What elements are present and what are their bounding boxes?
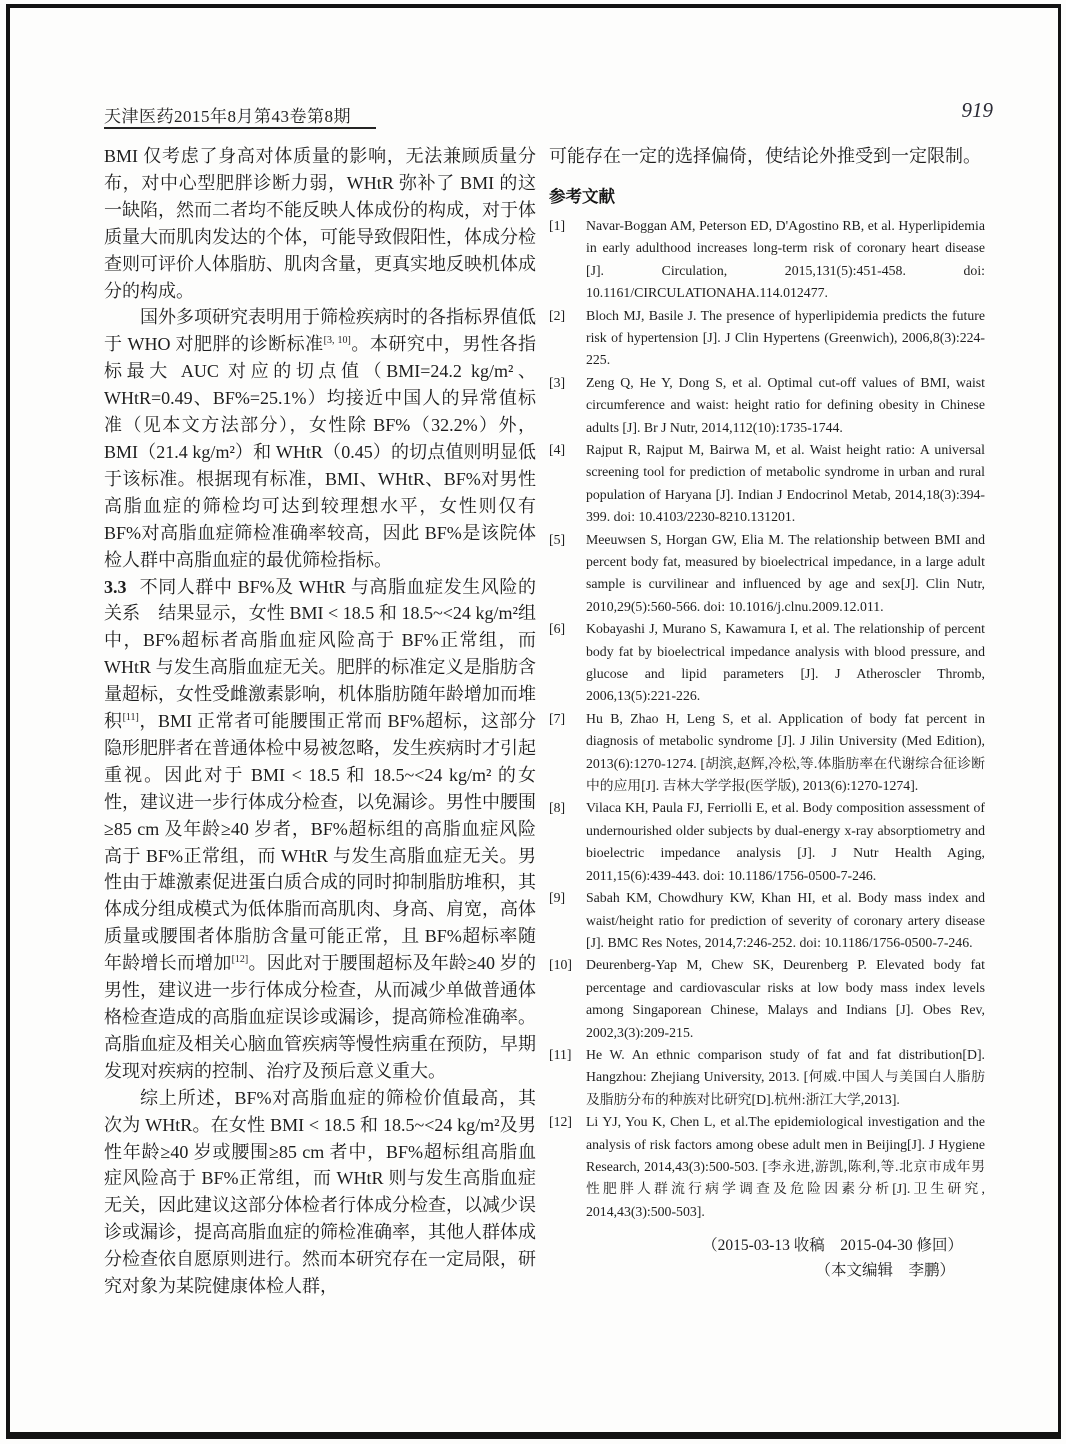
- reference-text: Zeng Q, He Y, Dong S, et al. Optimal cut-off values of BMI, waist circumference and waist: height ratio for defining obesity in Chinese adults [J]. Br J Nutr, 2014,112(10):1735-1744.: [586, 374, 985, 435]
- paragraph-conclusion: 综上所述，BF%对高脂血症的筛检价值最高，其次为 WHtR。在女性 BMI < 18.5 和 18.5~<24 kg/m²及男性年龄≥40 岁或腰围≥85 cm 者中，BF%超标组高脂血症风险高于 BF%正常组，而 WHtR 则与发生高脂血症无关，因此建议这部分体检者行体成分检查，以减少误诊或漏诊，提高高脂血症的筛检准确率，其他人群体成分检查依自愿原则进行。然而本研究存在一定局限，研究对象为某院健康体检人群，: [104, 1087, 536, 1297]
- page-number: 919: [961, 98, 993, 122]
- reference-text: Kobayashi J, Murano S, Kawamura I, et al. The relationship of percent body fat by bioelectrical impedance analysis with blood pressure, and glucose and lipid parameters [J]. J Atheroscler Thromb, 2006,13(5):221-226.: [586, 621, 985, 704]
- reference-item: [549, 618, 985, 708]
- reference-item: [549, 1044, 985, 1111]
- references-list: [549, 215, 985, 1223]
- reference-text: Navar-Boggan AM, Peterson ED, D'Agostino RB, et al. Hyperlipidemia in early adulthood increases long-term risk of coronary heart disease [J]. Circulation, 2015,131(5):451-458. doi: 10.1161/CIRCULATIONAHA.114.012477.: [586, 217, 985, 301]
- reference-item: [549, 954, 985, 1044]
- reference-text: Deurenberg-Yap M, Chew SK, Deurenberg P. Elevated body fat percentage and cardiovascular risks at low body mass index levels among Singaporean Chinese, Malays and Indians [J]. Obes Rev, 2002,3(3):209-215.: [586, 957, 985, 1040]
- left-column: [104, 143, 536, 1300]
- reference-number: [5]: [549, 531, 566, 547]
- reference-number: [10]: [549, 957, 572, 973]
- reference-number: [8]: [549, 800, 566, 816]
- citation-3-10: [3, 10]: [323, 335, 351, 347]
- reference-text: Rajput R, Rajput M, Bairwa M, et al. Waist height ratio: A universal screening tool for prediction of metabolic syndrome in urban and rural population of Haryana [J]. Indian J Endocrinol Metab, 2014,18(3):394-399. doi: 10.4103/2230-8210.131201.: [586, 441, 985, 525]
- citation-12: [12]: [231, 954, 249, 966]
- reference-text: Hu B, Zhao H, Leng S, et al. Application of body fat percent in diagnosis of metabolic syndrome [J]. J Jilin University (Med Edition), 2013(6):1270-1274. [胡滨,赵辉,冷松,等.体脂肪率在代谢综合征诊断中的应用[J]. 吉林大学学报(医学版), 2013(6):1270-1274].: [586, 710, 985, 794]
- reference-item: [549, 305, 985, 372]
- reference-item: [549, 708, 985, 798]
- reference-number: [2]: [549, 307, 566, 323]
- editor-note: （本文编辑 李鹏）: [815, 1262, 955, 1280]
- reference-number: [6]: [549, 621, 566, 637]
- reference-number: [3]: [549, 374, 566, 390]
- section-number: 3.3: [104, 576, 127, 597]
- paragraph-text: 结果显示，女性 BMI < 18.5 和 18.5~<24 kg/m²组中，BF%超标者高脂血症风险高于 BF%正常组，而 WHtR 与发生高脂血症无关。肥胖的标准定义是脂肪含量超标，女性受雌激素影响，机体脂肪随年龄增加而堆积: [104, 603, 536, 732]
- reference-item: [549, 215, 985, 305]
- header-rule: [104, 127, 376, 129]
- paragraph-text: 。因此对于腰围超标及年龄≥40 岁的男性，建议进一步行体成分检查，从而减少单做普通体格检查造成的高脂血症误诊或漏诊，提高筛检准确率。高脂血症及相关心脑血管疾病等慢性病重在预防，早期发现对疾病的控制、治疗及预后意义重大。: [104, 953, 536, 1081]
- reference-item: [549, 1111, 985, 1223]
- received-revised-dates: （2015-03-13 收稿 2015-04-30 修回）: [702, 1237, 963, 1255]
- reference-text: Meeuwsen S, Horgan GW, Elia M. The relationship between BMI and percent body fat, measured by bioelectrical impedance, in a large adult sample is curvilinear and influenced by age and sex[J]. Clin Nutr, 2010,29(5):560-566. doi: 10.1016/j.clnu.2009.12.011.: [586, 531, 985, 614]
- reference-text: Bloch MJ, Basile J. The presence of hyperlipidemia predicts the future risk of hypertension [J]. J Clin Hypertens (Greenwich), 2006,8(3):224-225.: [586, 307, 985, 368]
- reference-text: Sabah KM, Chowdhury KW, Khan HI, et al. Body mass index and waist/height ratio for prediction of severity of coronary artery disease [J]. BMC Res Notes, 2014,7:246-252. doi: 10.1186/1756-0500-7-246.: [586, 890, 985, 950]
- paragraph-cutoff-values: [104, 304, 536, 573]
- section-title: 不同人群中 BF%及 WHtR 与高脂血症发生风险的关系: [104, 576, 536, 624]
- reference-item: [549, 529, 985, 619]
- reference-number: [12]: [549, 1114, 572, 1130]
- right-column: [549, 143, 985, 1283]
- reference-text: He W. An ethnic comparison study of fat and fat distribution[D]. Hangzhou: Zhejiang University, 2013. [何威.中国人与美国白人脂肪及脂肪分布的种族对比研究[D].杭州:浙江大学,2013].: [586, 1046, 985, 1107]
- reference-number: [7]: [549, 710, 566, 726]
- reference-item: [549, 887, 985, 954]
- reference-number: [11]: [549, 1046, 572, 1062]
- reference-text: Vilaca KH, Paula FJ, Ferriolli E, et al. Body composition assessment of undernourished older subjects by dual-energy x-ray absorptiometry and bioelectric impedance analysis [J]. J Nutr Health Aging, 2011,15(6):439-443. doi: 10.1186/1756-0500-7-246.: [586, 800, 985, 883]
- paragraph-limitation: 可能存在一定的选择偏倚，使结论外推受到一定限制。: [549, 146, 981, 166]
- citation-11: [11]: [122, 712, 139, 724]
- reference-number: [9]: [549, 890, 566, 906]
- reference-text: Li YJ, You K, Chen L, et al.The epidemiological investigation and the analysis of risk factors among obese adult men in Beijing[J]. J Hygiene Research, 2014,43(3):500-503. [李永进,游凯,陈利,等.北京市成年男性肥胖人群流行病学调查及危险因素分析[J].卫生研究, 2014,43(3):500-503].: [586, 1114, 985, 1219]
- reference-item: [549, 797, 985, 887]
- reference-number: [4]: [549, 441, 566, 457]
- references-heading: 参考文献: [549, 187, 615, 206]
- journal-header: 天津医药2015年8月第43卷第8期: [104, 107, 351, 126]
- paragraph-text: 。本研究中，男性各指标最大 AUC 对应的切点值（BMI=24.2 kg/m²、WHtR=0.49、BF%=25.1%）均接近中国人的异常值标准（见本文方法部分），女性除 BF%（32.2%）外，BMI（21.4 kg/m²）和 WHtR（0.45）的切点值则明显低于该标准。根据现有标准，BMI、WHtR、BF%对男性高脂血症的筛检均可达到较理想水平，女性则仅有 BF%对高脂血症筛检准确率较高，因此 BF%是该院体检人群中高脂血症的最优筛检指标。: [104, 334, 536, 570]
- paragraph-text: 国外多项研究表明用于筛检疾病时的各指标界值低于 WHO 对肥胖的诊断标准: [104, 307, 536, 355]
- reference-item: [549, 439, 985, 529]
- paragraph-text: ，BMI 正常者可能腰围正常而 BF%超标，这部分隐形肥胖者在普通体检中易被忽略，发生疾病时才引起重视。因此对于 BMI < 18.5 和 18.5~<24 kg/m² 的女性，建议进一步行体成分检查，以免漏诊。男性中腰围≥85 cm 及年龄≥40 岁者，BF%超标组的高脂血症风险高于 BF%正常组，而 WHtR 与发生高脂血症无关。男性由于雄激素促进蛋白质合成的同时抑制脂肪堆积，其体成分组成模式为低体脂而高肌肉、身高、肩宽，高体质量或腰围者体脂肪含量可能正常，且 BF%超标率随年龄增长而增加: [104, 711, 537, 974]
- reference-number: [1]: [549, 217, 566, 233]
- paragraph-bmi-limitations: BMI 仅考虑了身高对体质量的影响，无法兼顾质量分布，对中心型肥胖诊断力弱，WHtR 弥补了 BMI 的这一缺陷，然而二者均不能反映人体成份的构成，对于体质量大而肌肉发达的个体，可能导致假阳性，体成分检查则可评价人体脂肪、肌肉含量，更真实地反映机体成分的构成。: [104, 146, 536, 301]
- section-3-3: [104, 574, 536, 1085]
- reference-item: [549, 372, 985, 439]
